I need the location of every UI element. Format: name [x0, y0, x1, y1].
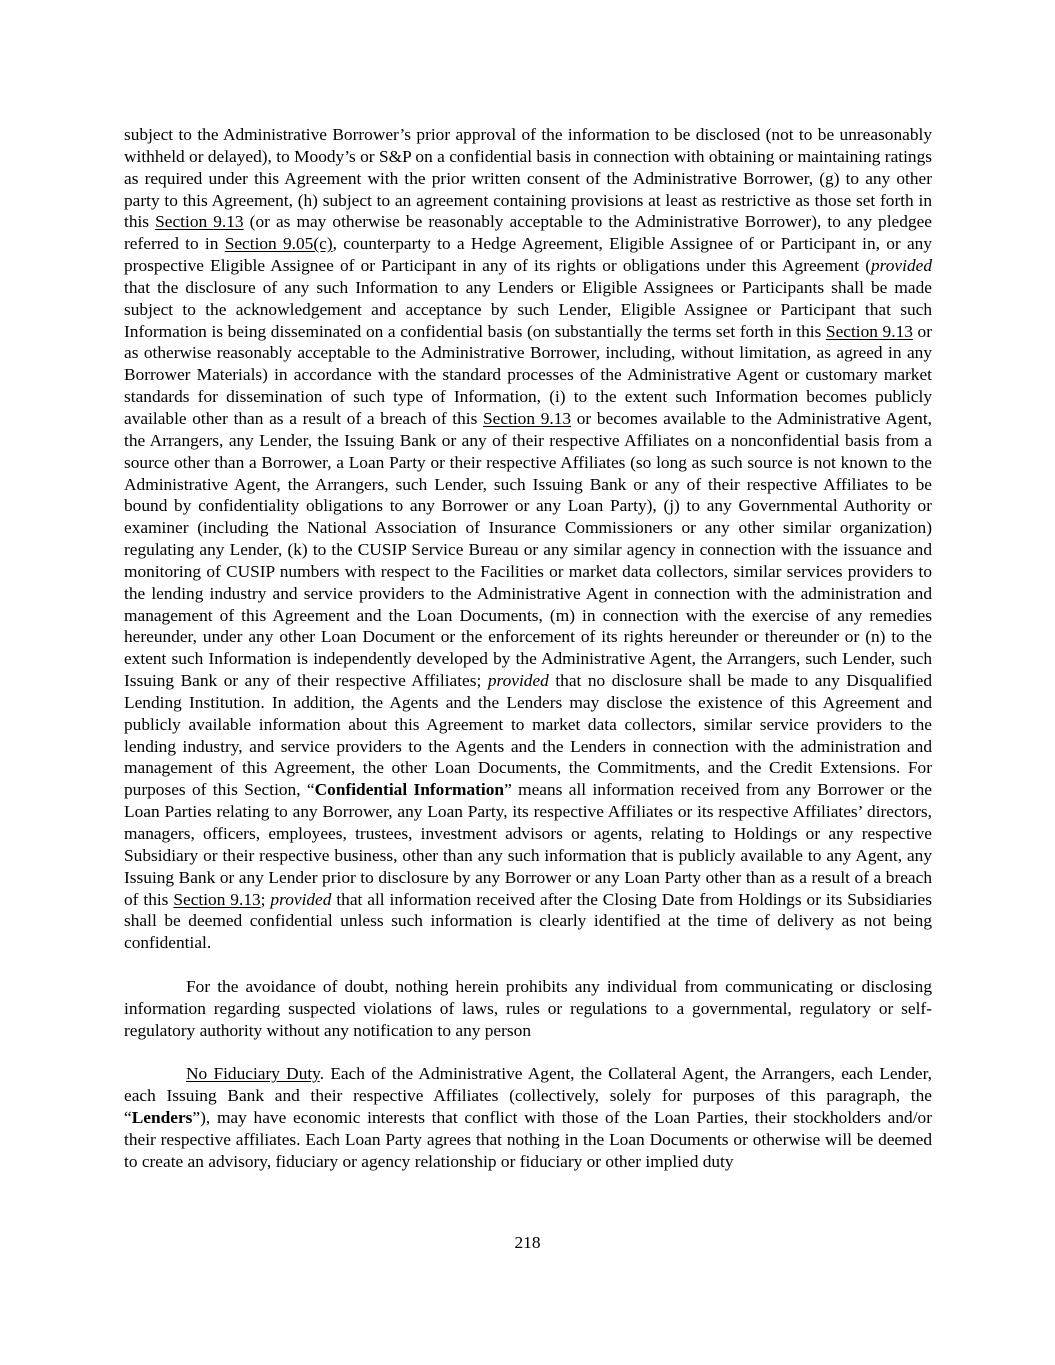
page-number: 218 [514, 1233, 541, 1252]
text-run: , counterparty to a Hedge Agreement, Eligible Assignee of or Participant in, or any prospective Eligible Assignee of or Participant in any of its rights or obligations under this Agreement ( [124, 234, 932, 276]
section-reference: Section 9.13 [825, 321, 913, 341]
text-run: that no disclosure shall be made to any Disqualified Lending Institution. In addition, the Agents and the Lenders may disclose the existence of this Agreement and publicly available information about this Agreement to market data collectors, similar service providers to the lending industry, and service providers to the Agents and the Lenders in connection with the administration and management of this Agreement, the other Loan Documents, the Commitments, and the Credit Extensions. For purposes of this Section, “ [124, 671, 933, 800]
text-run: that the disclosure of any such Information to any Lenders or Eligible Assignees or Participants shall be made subject to the acknowledgement and acceptance by such Lender, Eligible Assignee or Participant that such Information is being disseminated on a confidential basis (on substantially the terms set forth in this [124, 277, 932, 341]
paragraph-avoidance-of-doubt: For the avoidance of doubt, nothing herein prohibits any individual from communicating or disclosing information regarding suspected violations of laws, rules or regulations to a governmental, regulatory or self-regulatory authority without any notification to any person [124, 976, 932, 1040]
section-reference: Section 9.13 [155, 212, 244, 232]
text-run: subject to the Administrative Borrower’s prior approval of the information to be disclosed (not to be unreasonably withheld or delayed), to Moody’s or S&P on a confidential basis in connection with obtaining or maintaining ratings as required under this Agreement with the prior written consent of the Administrative Borrower, (g) to any other party to this Agreement, (h) subject to an agreement containing provisions at least as restrictive as those set forth in this [124, 125, 932, 232]
section-heading: No Fiduciary Duty [186, 1064, 320, 1084]
italic-term: provided [270, 889, 332, 909]
section-reference: Section 9.05(c) [224, 234, 333, 254]
text-run: or as otherwise reasonably acceptable to the Administrative Borrower, including, without limitation, as agreed in any Borrower Materials) in accordance with the standard processes of the Administrative Agent or customary market standards for dissemination of such type of Information, (i) to the extent such Information becomes publicly available other than as a result of a breach of this [124, 321, 932, 428]
text-run: that all information received after the Closing Date from Holdings or its Subsidiaries shall be deemed confidential unless such information is clearly identified at the time of delivery as not being confidential. [124, 889, 932, 953]
text-run: ” means all information received from any Borrower or the Loan Parties relating to any Borrower, any Loan Party, its respective Affiliates or its respective Affiliates’ directors, managers, officers, employees, trustees, investment advisors or agents, relating to Holdings or any respective Subsidiary or their respective business, other than any such information that is publicly available to any Agent, any Issuing Bank or any Lender prior to disclosure by any Borrower or any Loan Party other than as a result of a breach of this [124, 780, 932, 909]
paragraph-confidentiality [124, 124, 932, 954]
text-run: or becomes available to the Administrative Agent, the Arrangers, any Lender, the Issuing Bank or any of their respective Affiliates on a nonconfidential basis from a source other than a Borrower, a Loan Party or their respective Affiliates (so long as such source is not known to the Administrative Agent, the Arrangers, such Lender, such Issuing Bank or any of their respective Affiliates to be bound by confidentiality obligations to any Borrower or any Loan Party), (j) to any Governmental Authority or examiner (including the National Association of Insurance Commissioners or any other similar organization) regulating any Lender, (k) to the CUSIP Service Bureau or any similar agency in connection with the issuance and monitoring of CUSIP numbers with respect to the Facilities or market data collectors, similar services providers to the lending industry and service providers to the Administrative Agent in connection with the administration and management of this Agreement and the Loan Documents, (m) in connection with the exercise of any remedies hereunder, under any other Loan Document or the enforcement of its rights hereunder or thereunder or (n) to the extent such Information is independently developed by the Administrative Agent, the Arrangers, such Lender, such Issuing Bank or any of their respective Affiliates; [124, 408, 932, 691]
section-reference: Section 9.13 [483, 408, 572, 428]
italic-term: provided [487, 671, 549, 691]
body-text [124, 124, 932, 1173]
text-run: (or as may otherwise be reasonably acceptable to the Administrative Borrower), to any pledgee referred to in [124, 212, 932, 254]
italic-term: provided [870, 256, 932, 276]
defined-term: Lenders [131, 1107, 193, 1127]
text-run: . Each of the Administrative Agent, the Collateral Agent, the Arrangers, each Lender, each Issuing Bank and their respective Affiliates (collectively, solely for purposes of this paragraph, the “ [124, 1064, 932, 1127]
paragraph-no-fiduciary-duty [124, 1063, 932, 1172]
section-reference: Section 9.13 [173, 889, 261, 909]
text-run: ”), may have economic interests that conflict with those of the Loan Parties, their stockholders and/or their respective affiliates. Each Loan Party agrees that nothing in the Loan Documents or otherwise will be deemed to create an advisory, fiduciary or agency relationship or fiduciary or other implied duty [124, 1107, 932, 1171]
text-run: ; [260, 889, 271, 909]
defined-term: Confidential Information [314, 780, 505, 800]
